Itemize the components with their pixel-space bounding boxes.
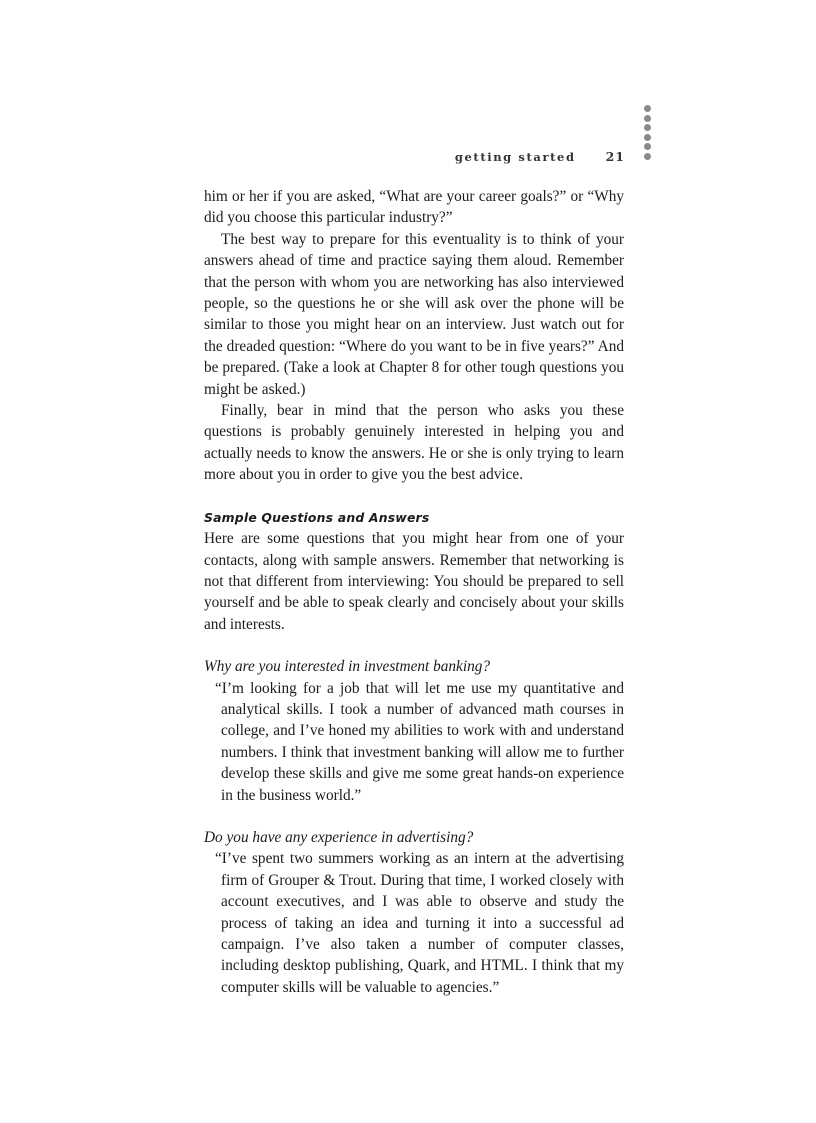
paragraph: Here are some questions that you might hear from one of your contacts, along with sample answers. Remember that networking is not that different from interviewing: You should be prepared to sell yourself and be able to speak clearly and concisely about your skills and interests. <box>204 530 624 633</box>
dot-icon <box>644 153 651 160</box>
dot-icon <box>644 143 651 150</box>
section-heading: Sample Questions and Answers <box>204 509 430 525</box>
paragraph: Finally, bear in mind that the person who asks you these questions is probably genuinely interested in helping you and actually needs to know the answers. He or she is only trying to learn more about you in order to give you the best advice. <box>204 402 624 484</box>
dot-icon <box>644 105 651 112</box>
running-header <box>205 149 625 164</box>
dot-icon <box>644 134 651 141</box>
sample-question: Why are you interested in investment banking? <box>204 658 491 676</box>
paragraph: The best way to prepare for this eventuality is to think of your answers ahead of time and practice saying them aloud. Remember that the person with whom you are networking has also interviewed people, so the questions he or she will ask over the phone will be similar to those you might hear on an interview. Just watch out for the dreaded question: “Where do you want to be in five years?” And be prepared. (Take a look at Chapter 8 for other tough questions you might be asked.) <box>204 230 624 398</box>
dot-icon <box>644 124 651 131</box>
sample-answer: “I’m looking for a job that will let me use my quantitative and analytical skills. I took a number of advanced math courses in college, and I’ve honed my abilities to work with and understand numbers. I think that investment banking will allow me to further develop these skills and give me some great hands-on experience in the business world.” <box>215 679 624 804</box>
page-number: 21 <box>605 149 625 164</box>
running-title: getting started <box>454 150 576 164</box>
decorative-dots <box>644 105 652 163</box>
sample-question: Do you have any experience in advertising? <box>204 828 474 846</box>
sample-answer: “I’ve spent two summers working as an intern at the advertising firm of Grouper & Trout. During that time, I worked closely with account executives, and I was able to observe and study the process of taking an idea and turning it into a successful ad campaign. I’ve also taken a number of computer classes, including desktop publishing, Quark, and HTML. I think that my computer skills will be valuable to agencies.” <box>215 850 624 996</box>
paragraph: him or her if you are asked, “What are your career goals?” or “Why did you choose this particular industry?” <box>204 188 624 227</box>
dot-icon <box>644 115 651 122</box>
body-text <box>204 186 624 998</box>
